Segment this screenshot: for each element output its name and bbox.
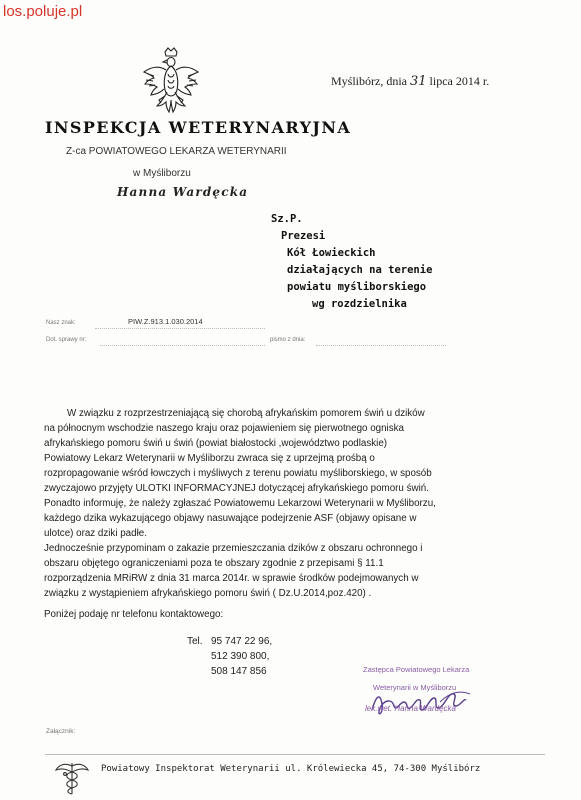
our-ref-dotted-line — [95, 327, 265, 329]
attachments-label: Załącznik: — [46, 728, 76, 735]
recipient-line-1: Sz.P. — [271, 213, 303, 225]
contact-intro: Poniżej podaję nr telefonu kontaktowego: — [44, 609, 224, 620]
case-number-label: Dot. sprawy nr: — [46, 337, 87, 343]
body-line: Ponadto informuję, że należy zgłaszać Powiatowemu Lekarzowi Weterynarii w Myśliborzu, — [44, 498, 436, 509]
deputy-title: Z-ca POWIATOWEGO LEKARZA WETERYNARII — [66, 146, 287, 157]
office-city: w Myśliborzu — [133, 168, 191, 179]
body-line: obszaru objętego ograniczeniami poza te obszary zgodnie z przepisami § 11.1 — [44, 558, 384, 569]
stamp-line-1: Zastępca Powiatowego Lekarza — [363, 665, 470, 674]
official-name: Hanna Wardęcka — [117, 185, 249, 199]
recipient-line-2: Prezesi — [281, 230, 326, 242]
our-ref-value: PIW.Z.913.1.030.2014 — [128, 317, 203, 326]
footer-divider — [45, 754, 545, 755]
site-watermark[interactable]: los.poluje.pl — [3, 3, 83, 20]
our-ref-label: Nasz znak: — [46, 320, 76, 326]
phone-number-1: 95 747 22 96, — [211, 636, 273, 647]
letter-date — [331, 74, 489, 89]
date-day-handwritten: 31 — [410, 74, 427, 89]
body-line: związku z wystąpieniem afrykańskiego pomoru świń ( Dz.U.2014,poz.420) . — [44, 588, 372, 599]
recipient-line-4: działających na terenie — [287, 264, 433, 276]
body-line: W związku z rozprzestrzeniającą się chorobą afrykańskim pomorem świń u dzików — [67, 408, 425, 419]
letter-date-dotted-line — [316, 344, 446, 346]
date-suffix: lipca 2014 r. — [429, 74, 490, 88]
recipient-line-5: powiatu myśliborskiego — [287, 281, 427, 293]
recipient-line-6: wg rozdzielnika — [312, 298, 407, 310]
phone-number-2: 512 390 800, — [211, 651, 270, 662]
body-line: każdego dzika wykazującego objawy nasuwające podejrzenie ASF (objawy opisane w — [44, 513, 417, 524]
body-line: afrykańskiego pomoru świń u świń (powiat białostocki ,województwo podlaskie) — [44, 438, 388, 449]
letter-date-label: pismo z dnia: — [270, 337, 306, 343]
stamp-line-2: Weterynarii w Myśliborzu — [373, 683, 457, 692]
polish-eagle-emblem-icon — [140, 46, 202, 118]
recipient-line-3: Kół Łowieckich — [287, 247, 376, 259]
body-line: zwyczajowo przyjęty ULOTKI INFORMACYJNEJ dotyczącej afrykańskiego pomoru świń. — [44, 483, 429, 494]
phone-number-3: 508 147 856 — [211, 666, 267, 677]
institution-name: INSPEKCJA WETERYNARYJNA — [45, 118, 352, 137]
body-line: rozpropagowanie wśród łowczych i myśliwych z terenu powiatu myśliborskiego, w sposób — [44, 468, 432, 479]
body-line: na północnym wschodzie naszego kraju oraz pojawieniem się pierwotnego ogniska — [44, 423, 404, 434]
stamp-line-3: lek.wet. Hanna Wardęcka — [365, 704, 457, 713]
body-line: Jednocześnie przypominam o zakazie przemieszczania dzików z obszaru ochronnego i — [44, 543, 423, 554]
body-line: rozporządzenia MRiRW z dnia 31 marca 2014r. w sprawie środków podejmowanych w — [44, 573, 419, 584]
case-number-dotted-line — [100, 344, 265, 346]
date-prefix: Myślibórz, dnia — [331, 74, 407, 88]
caduceus-logo-icon — [53, 760, 91, 796]
body-line: Powiatowy Lekarz Weterynarii w Myśliborzu zwraca się z uprzejmą prośbą o — [44, 453, 375, 464]
tel-label: Tel. — [187, 636, 203, 647]
footer-organization-address: Powiatowy Inspektorat Weterynarii ul. Królewiecka 45, 74-300 Myślibórz — [101, 764, 481, 774]
body-line: ulotce) oraz dziki padłe. — [44, 528, 147, 539]
